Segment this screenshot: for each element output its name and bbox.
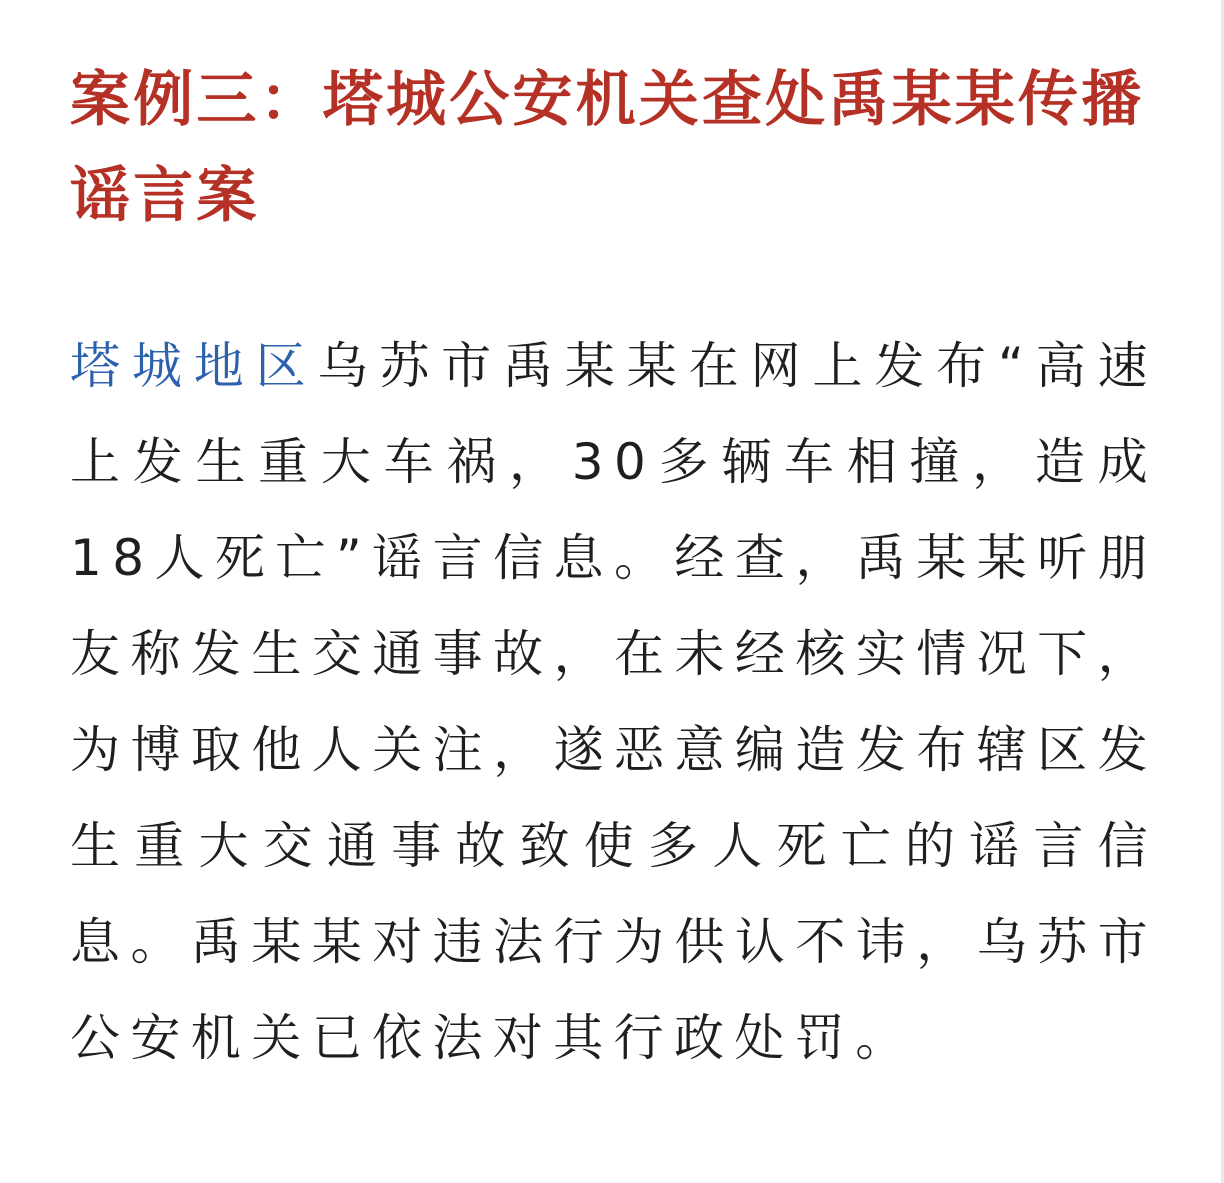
case-heading: 案例三：塔城公安机关查处禹某某传播谣言案 [70, 65, 1145, 231]
case-body [70, 318, 1158, 1086]
case-body-text: 乌苏市禹某某在网上发布“高速上发生重大车祸，30多辆车相撞，造成18人死亡”谣言信息。经查，禹某某听朋友称发生交通事故，在未经核实情况下，为博取他人关注，遂恶意编造发布辖区发生重大交通事故致使多人死亡的谣言信息。禹某某对违法行为供认不讳，乌苏市公安机关已依法对其行政处罚。 [70, 337, 1158, 1067]
article [70, 52, 1158, 1086]
region-highlight: 塔城地区 [70, 337, 318, 395]
